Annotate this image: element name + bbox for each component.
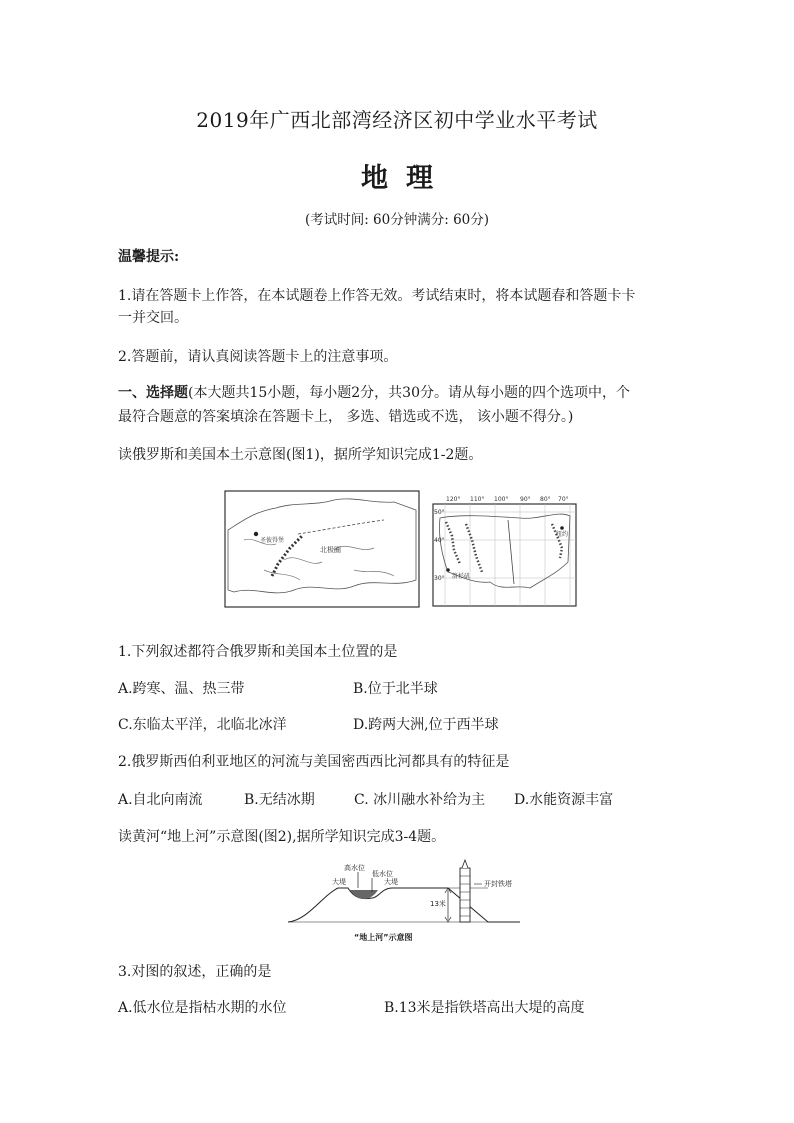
label-iron-tower: 开封铁塔	[484, 880, 512, 888]
label-height: 13米	[430, 900, 446, 908]
label-high-water: 高水位	[344, 864, 365, 872]
question-1-option-c: C.东临太平洋，北临北冰洋	[118, 717, 287, 733]
tip-1-line-2: 一并交回。	[118, 310, 188, 326]
map-label-los-angeles: 洛杉矶	[452, 573, 471, 580]
question-2-option-b: B.无结冰期	[244, 792, 315, 808]
map-lon-90: 90°	[520, 496, 531, 503]
diagram-caption: “地上河”示意图	[354, 933, 413, 942]
question-3-stem: 3.对图的叙述，正确的是	[118, 964, 272, 980]
elevated-river-diagram	[288, 858, 520, 948]
section-instructions: (本大题共15小题，每小题2分，共30分。请从每小题的四个选项中，个	[188, 385, 630, 401]
usa-map-figure	[430, 492, 580, 608]
tip-1-line-1: 1.请在答题卡上作答，在本试题卷上作答无效。考试结束时，将本试题春和答题卡卡	[118, 288, 636, 304]
tip-2: 2.答题前，请认真阅读答题卡上的注意事项。	[118, 349, 398, 365]
russia-map-figure	[224, 490, 420, 608]
group1-lead: 读俄罗斯和美国本土示意图(图1)，据所学知识完成1-2题。	[118, 447, 483, 463]
section-intro-line-1	[118, 382, 630, 402]
map-lon-100: 100°	[494, 496, 509, 503]
map-lon-70: 70°	[558, 496, 569, 503]
map-lat-50: 50°	[434, 509, 445, 516]
map-lon-110: 110°	[470, 496, 485, 503]
subject-title: 地理	[361, 163, 451, 194]
question-2-stem: 2.俄罗斯西伯利亚地区的河流与美国密西西比河都具有的特征是	[118, 754, 510, 770]
question-2-option-a: A.自北向南流	[118, 792, 203, 808]
question-3-option-a: A.低水位是指枯水期的水位	[118, 1000, 287, 1016]
question-1-option-b: B.位于北半球	[353, 681, 438, 697]
label-levee-left: 大堤	[332, 878, 346, 886]
map-label-new-york: 纽约	[556, 531, 569, 538]
exam-title: 2019年广西北部湾经济区初中学业水平考试	[196, 108, 598, 132]
label-low-water: 低水位	[372, 870, 393, 878]
map-lat-40: 40°	[434, 537, 445, 544]
section-heading: 一、选择题	[118, 385, 188, 401]
group2-lead: 读黄河“地上河”示意图(图2),据所学知识完成3-4题。	[118, 829, 446, 845]
map-lat-30: 30°	[434, 575, 445, 582]
section-intro-line-2: 最符合题意的答案填涂在答题卡上， 多选、错选或不选， 该小题不得分。)	[118, 409, 574, 425]
map-lon-80: 80°	[540, 496, 551, 503]
map-lon-120: 120°	[446, 496, 461, 503]
question-1-stem: 1.下列叙述都符合俄罗斯和美国本土位置的是	[118, 644, 398, 660]
map-label-saint-petersburg: 圣彼得堡	[260, 537, 285, 544]
exam-time-note: (考试时间: 60分钟满分: 60分)	[304, 212, 490, 228]
question-2-option-c: C. 冰川融水补给为主	[354, 792, 486, 808]
label-levee-right: 大堤	[384, 878, 398, 886]
tips-heading: 温馨提示:	[118, 249, 180, 265]
question-1-option-d: D.跨两大洲,位于西半球	[353, 717, 499, 733]
question-1-option-a: A.跨寒、温、热三带	[118, 681, 245, 697]
map-label-arctic-circle: 北极圈	[320, 546, 341, 554]
question-3-option-b: B.13米是指铁塔高出大堤的高度	[384, 1000, 585, 1016]
question-2-option-d: D.水能资源丰富	[514, 792, 614, 808]
